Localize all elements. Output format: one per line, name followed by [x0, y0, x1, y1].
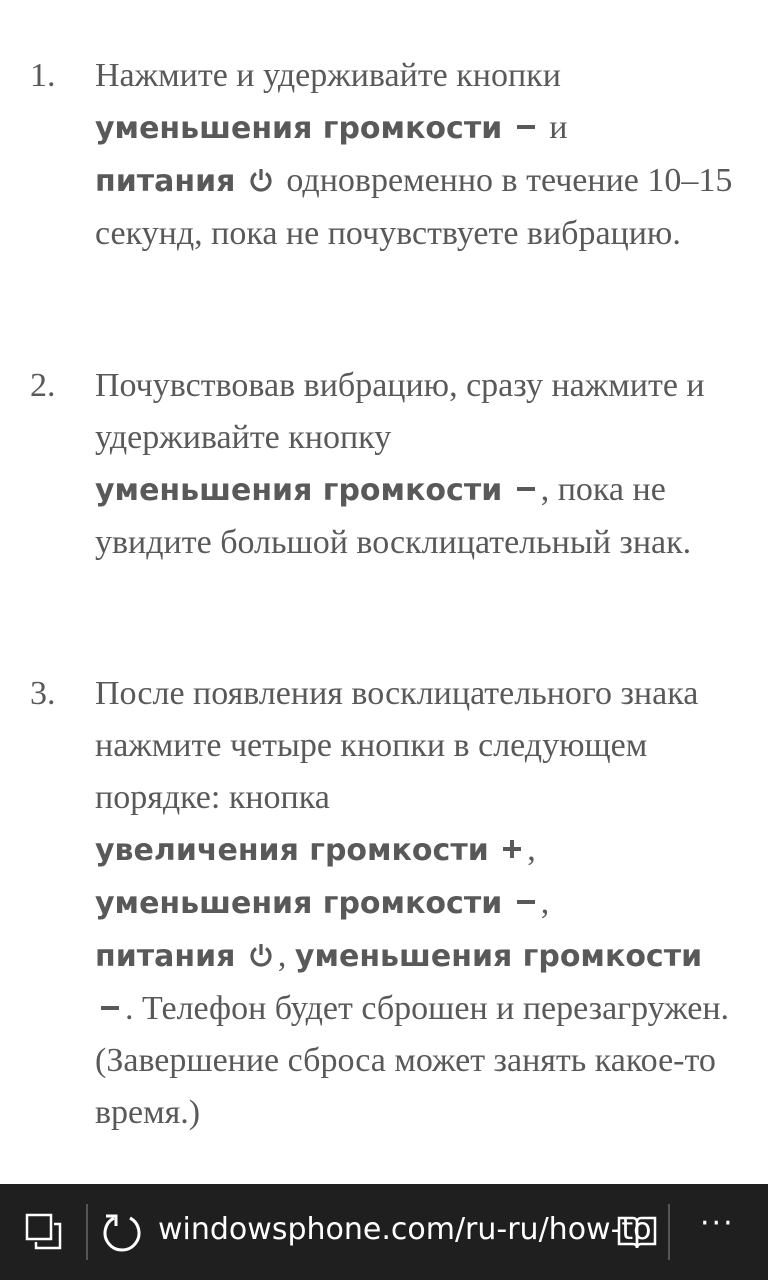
minus-icon	[99, 997, 121, 1019]
address-url[interactable]: windowsphone.com/ru-ru/how-to	[158, 1212, 652, 1247]
volume-down-label: уменьшения громкости	[95, 473, 503, 508]
step-text: После появления восклицательного знака нажмите четыре кнопки в следующем порядке: кнопка увеличения громкости , уменьшения громкости , питания , уменьшения громкости . Телефон будет сброшен и перезагружен. (Завершение сброса может занять какое-то время.)	[95, 675, 730, 1131]
minus-icon	[515, 478, 537, 500]
reading-view-icon[interactable]	[615, 1210, 659, 1254]
step-number: 1.	[30, 57, 56, 94]
step-text-part: После появления восклицательного знака нажмите четыре кнопки в следующем порядке: кнопка	[95, 675, 699, 816]
step-text-part: . Телефон будет сброшен и перезагружен. (Завершение сброса может занять какое-то время.)	[95, 990, 730, 1131]
step-text	[95, 360, 735, 569]
volume-down-label: уменьшения громкости	[294, 939, 703, 974]
step-text-part: Нажмите и удерживайте кнопки	[95, 57, 561, 94]
plus-icon	[501, 838, 523, 860]
step-number: 3.	[30, 675, 56, 712]
volume-up-label: увеличения громкости	[95, 833, 489, 868]
step-text	[95, 50, 735, 260]
step-number: 2.	[30, 367, 56, 404]
step-text-part: и	[549, 109, 568, 146]
minus-icon	[515, 891, 537, 913]
step-text-part: одновременно в течение 10–15 секунд, пока не почувствуете вибрацию.	[95, 162, 733, 252]
volume-down-label: уменьшения громкости	[95, 111, 503, 146]
separator	[86, 1204, 88, 1260]
browser-address-bar	[0, 1184, 768, 1280]
power-label: питания	[95, 939, 236, 974]
volume-down-label: уменьшения громкости	[95, 886, 503, 921]
minus-icon	[515, 116, 537, 138]
step-text-part: Почувствовав вибрацию, сразу нажмите и удерживайте кнопку	[95, 367, 705, 456]
power-icon	[248, 942, 274, 968]
separator	[668, 1204, 670, 1260]
power-label: питания	[95, 164, 236, 199]
more-menu-button[interactable]: ···	[700, 1206, 735, 1241]
power-icon	[248, 167, 274, 193]
step-text-part: , пока не увидите большой восклицательный знак.	[95, 471, 692, 561]
tabs-icon[interactable]	[24, 1212, 64, 1252]
refresh-icon[interactable]	[100, 1210, 144, 1254]
